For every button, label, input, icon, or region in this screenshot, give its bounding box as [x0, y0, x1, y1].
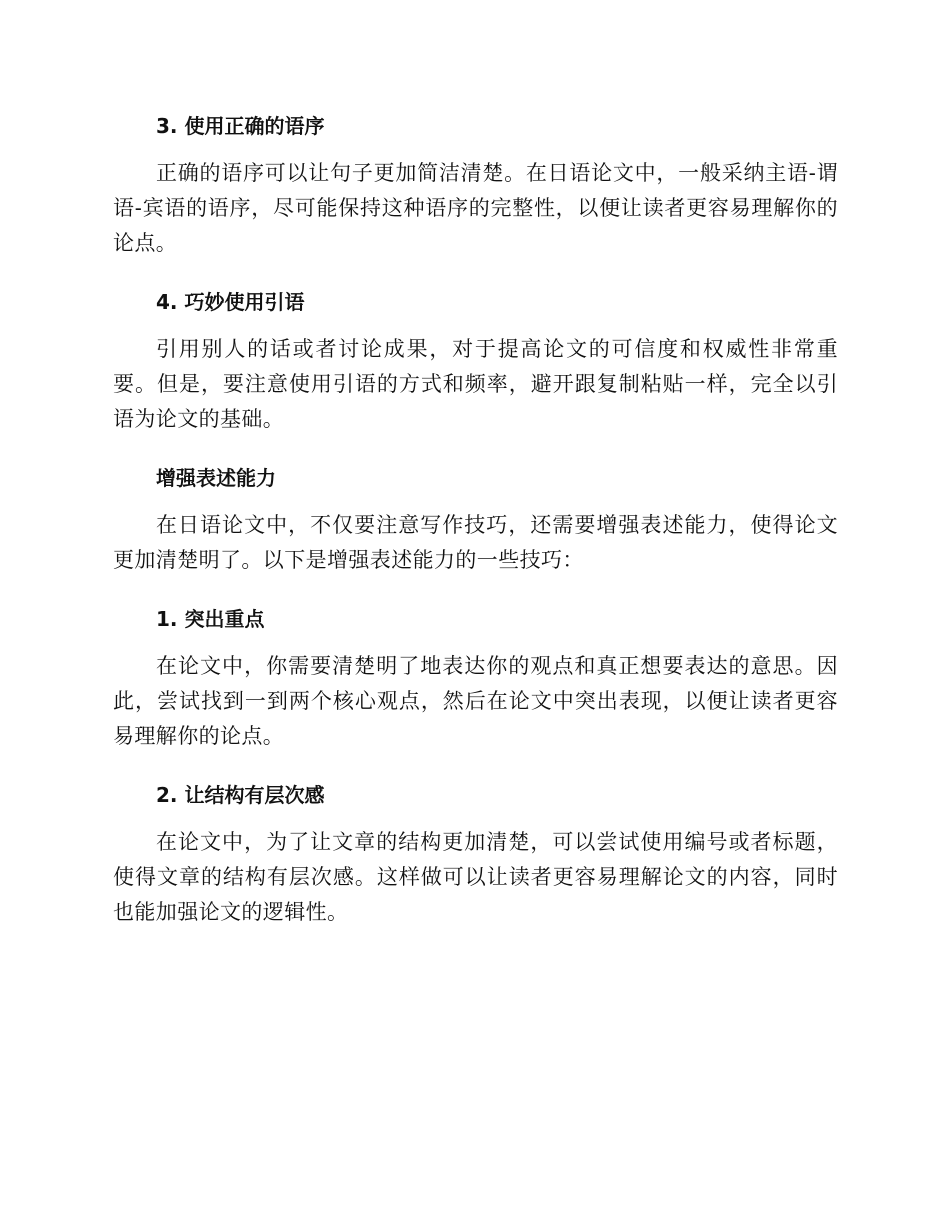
section-heading: 3. 使用正确的语序: [156, 114, 325, 138]
section-structure-hierarchy: [113, 779, 838, 930]
section-paragraph: 在日语论文中，不仅要注意写作技巧，还需要增强表述能力，使得论文更加清楚明了。以下是增强表述能力的一些技巧：: [113, 513, 838, 572]
section-word-order: [113, 110, 838, 261]
section-heading: 4. 巧妙使用引语: [156, 290, 305, 314]
section-quotations: [113, 286, 838, 437]
document-body: [113, 110, 838, 930]
section-paragraph: 在论文中，为了让文章的结构更加清楚，可以尝试使用编号或者标题，使得文章的结构有层次感。这样做可以让读者更容易理解论文的内容，同时也能加强论文的逻辑性。: [113, 830, 838, 924]
section-heading: 2. 让结构有层次感: [156, 783, 325, 807]
section-heading: 1. 突出重点: [156, 607, 265, 631]
section-heading: 增强表述能力: [156, 466, 276, 490]
section-paragraph: 引用别人的话或者讨论成果，对于提高论文的可信度和权威性非常重要。但是，要注意使用引语的方式和频率，避开跟复制粘贴一样，完全以引语为论文的基础。: [113, 337, 838, 431]
section-paragraph: 正确的语序可以让句子更加简洁清楚。在日语论文中，一般采纳主语-谓语-宾语的语序，尽可能保持这种语序的完整性，以便让读者更容易理解你的论点。: [113, 161, 838, 255]
section-expression-ability: [113, 462, 838, 578]
section-highlight-focus: [113, 603, 838, 754]
section-paragraph: 在论文中，你需要清楚明了地表达你的观点和真正想要表达的意思。因此，尝试找到一到两个核心观点，然后在论文中突出表现，以便让读者更容易理解你的论点。: [113, 654, 838, 748]
